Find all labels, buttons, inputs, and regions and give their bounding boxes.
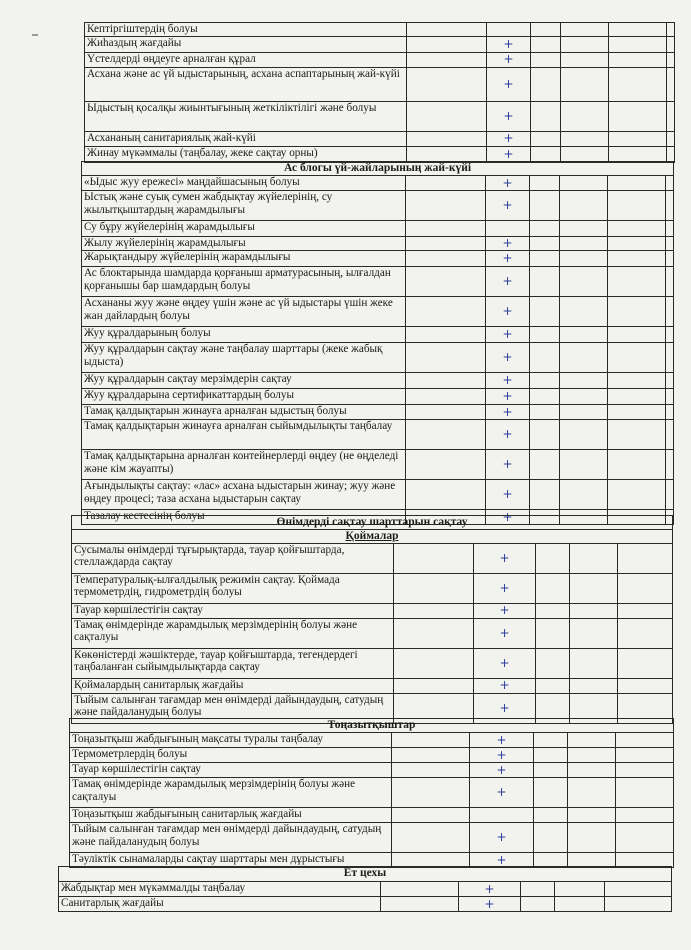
compliance-mark: + (474, 648, 536, 678)
criterion-text: Тамақ өнімдерінде жарамдылық мерзімдерінің болуы және сақталуы (72, 618, 394, 648)
empty-cell (561, 52, 609, 67)
empty-cell (406, 389, 486, 405)
empty-cell (534, 748, 568, 763)
criterion-text: Ас блоктарында шамдарда қорғаныш арматурасының, ылғалдан қорғанышы бар шамдардың болуы (82, 267, 406, 297)
empty-cell (531, 146, 561, 162)
table-row (72, 678, 673, 693)
compliance-mark: + (459, 882, 521, 897)
empty-cell (609, 101, 667, 131)
criterion-text: Тоңазытқыш жабдығының мақсаты туралы таңбалау (70, 733, 392, 748)
table-row (82, 176, 674, 191)
table-row (85, 146, 675, 162)
table-row (82, 327, 674, 343)
empty-cell (536, 678, 570, 693)
table-row (70, 778, 674, 808)
empty-cell (531, 23, 561, 37)
empty-cell (406, 373, 486, 389)
empty-cell (608, 251, 666, 267)
criterion-text: Жиһаздың жағдайы (85, 36, 407, 52)
criterion-text: Тамақ қалдықтарына арналған контейнерлерді өңдеу (не өңделеді және кім жауапты) (82, 450, 406, 480)
empty-cell (570, 573, 618, 603)
empty-cell (608, 420, 666, 450)
empty-cell (530, 420, 560, 450)
empty-cell (392, 733, 470, 748)
empty-cell (536, 543, 570, 573)
empty-cell (394, 573, 474, 603)
empty-cell (618, 618, 673, 648)
empty-cell (394, 543, 474, 573)
empty-cell (530, 480, 560, 510)
empty-cell (570, 603, 618, 618)
empty-cell (568, 733, 616, 748)
empty-cell (568, 778, 616, 808)
empty-cell (667, 101, 675, 131)
criterion-text: Тамақ өнімдерінде жарамдылық мерзімдерінің болуы және сақталуы (70, 778, 392, 808)
compliance-mark (487, 23, 531, 37)
table-row (82, 237, 674, 251)
compliance-mark: + (487, 146, 531, 162)
empty-cell (609, 23, 667, 37)
table-row (70, 763, 674, 778)
empty-cell (605, 897, 672, 912)
criterion-text: Сусымалы өнімдерді тұғырықтарда, тауар қойғыштарда, стеллаждарда сақтау (72, 543, 394, 573)
compliance-mark: + (487, 101, 531, 131)
empty-cell (530, 450, 560, 480)
section-subtitle: Қоймалар (72, 530, 673, 544)
table-row (72, 573, 673, 603)
table-row (82, 389, 674, 405)
empty-cell (407, 131, 487, 146)
empty-cell (608, 327, 666, 343)
empty-cell (618, 603, 673, 618)
empty-cell (568, 808, 616, 823)
empty-cell (392, 808, 470, 823)
empty-cell (530, 389, 560, 405)
empty-cell (536, 603, 570, 618)
table-row (70, 808, 674, 823)
empty-cell (560, 251, 608, 267)
empty-cell (667, 131, 675, 146)
table-row (82, 221, 674, 237)
empty-cell (608, 267, 666, 297)
criterion-text: Көкөністерді жәшіктерде, тауар қойғыштарда, тегендердегі таңбаланған сыйымдылықтарда сақтау (72, 648, 394, 678)
empty-cell (608, 405, 666, 420)
empty-cell (407, 52, 487, 67)
empty-cell (530, 221, 560, 237)
criterion-text: Тыйым салынған тағамдар мен өнімдерді дайындаудың, сатудың және пайдаланудың болуы (72, 693, 394, 723)
empty-cell (536, 648, 570, 678)
empty-cell (406, 297, 486, 327)
empty-cell (560, 405, 608, 420)
empty-cell (534, 808, 568, 823)
empty-cell (618, 573, 673, 603)
empty-cell (531, 36, 561, 52)
empty-cell (560, 373, 608, 389)
table-row (59, 882, 672, 897)
compliance-mark (470, 808, 534, 823)
empty-cell (568, 763, 616, 778)
compliance-mark: + (470, 733, 534, 748)
empty-cell (609, 131, 667, 146)
compliance-mark: + (486, 343, 530, 373)
compliance-mark: + (486, 510, 530, 525)
empty-cell (608, 297, 666, 327)
empty-cell (407, 146, 487, 162)
section-table-3 (69, 718, 674, 868)
compliance-mark: + (486, 267, 530, 297)
table-row (72, 603, 673, 618)
empty-cell (608, 480, 666, 510)
empty-cell (618, 648, 673, 678)
empty-cell (521, 897, 555, 912)
empty-cell (394, 648, 474, 678)
empty-cell (406, 176, 486, 191)
empty-cell (530, 373, 560, 389)
empty-cell (618, 543, 673, 573)
empty-cell (616, 778, 674, 808)
empty-cell (530, 191, 560, 221)
empty-cell (394, 618, 474, 648)
compliance-mark: + (486, 237, 530, 251)
criterion-text: Тәуліктік сынамаларды сақтау шарттары мен дұрыстығы (70, 853, 392, 868)
section-table-0 (84, 22, 675, 163)
empty-cell (560, 450, 608, 480)
empty-cell (561, 101, 609, 131)
table-row (82, 373, 674, 389)
empty-cell (530, 176, 560, 191)
empty-cell (531, 131, 561, 146)
compliance-mark: + (486, 176, 530, 191)
empty-cell (608, 373, 666, 389)
compliance-mark: + (474, 678, 536, 693)
empty-cell (531, 67, 561, 101)
compliance-mark: + (486, 297, 530, 327)
empty-cell (407, 67, 487, 101)
criterion-text: «Ыдыс жуу ережесі» маңдайшасының болуы (82, 176, 406, 191)
empty-cell (392, 823, 470, 853)
empty-cell (666, 191, 674, 221)
empty-cell (392, 778, 470, 808)
empty-cell (570, 648, 618, 678)
empty-cell (667, 36, 675, 52)
criterion-text: Су бұру жүйелерінің жарамдылығы (82, 221, 406, 237)
criterion-text: Температуралық-ылғалдылық режимін сақтау. Қоймада термометрдің, гидрометрдің болуы (72, 573, 394, 603)
compliance-mark: + (470, 778, 534, 808)
compliance-mark: + (474, 618, 536, 648)
empty-cell (605, 882, 672, 897)
empty-cell (560, 297, 608, 327)
section-title: Ет цехы (59, 867, 672, 882)
criterion-text: Жуу құралдарына сертификаттардың болуы (82, 389, 406, 405)
empty-cell (667, 52, 675, 67)
empty-cell (608, 221, 666, 237)
criterion-text: Тазалау кестесінің болуы (82, 510, 406, 525)
empty-cell (666, 373, 674, 389)
empty-cell (561, 131, 609, 146)
table-row (85, 36, 675, 52)
criterion-text: Тамақ қалдықтарын жинауға арналған ыдыстың болуы (82, 405, 406, 420)
section-title: Ас блогы үй-жайларының жай-күйі (82, 162, 674, 176)
table-row (82, 420, 674, 450)
empty-cell (406, 450, 486, 480)
empty-cell (666, 420, 674, 450)
table-row (72, 648, 673, 678)
table-row (72, 618, 673, 648)
criterion-text: Тауар көршілестігін сақтау (70, 763, 392, 778)
criterion-text: Асхана және ас үй ыдыстарының, асхана аспаптарының жай-күйі (85, 67, 407, 101)
empty-cell (666, 267, 674, 297)
empty-cell (534, 823, 568, 853)
empty-cell (521, 882, 555, 897)
criterion-text: Тыйым салынған тағамдар мен өнімдерді дайындаудың, сатудың және пайдаланудың болуы (70, 823, 392, 853)
compliance-mark: + (470, 823, 534, 853)
empty-cell (609, 36, 667, 52)
empty-cell (560, 267, 608, 297)
empty-cell (561, 36, 609, 52)
empty-cell (666, 221, 674, 237)
empty-cell (407, 36, 487, 52)
empty-cell (608, 237, 666, 251)
empty-cell (616, 733, 674, 748)
compliance-mark: + (487, 131, 531, 146)
empty-cell (560, 237, 608, 251)
compliance-mark: + (486, 450, 530, 480)
empty-cell (616, 808, 674, 823)
empty-cell (666, 327, 674, 343)
empty-cell (530, 405, 560, 420)
empty-cell (530, 343, 560, 373)
compliance-mark: + (486, 327, 530, 343)
table-row (85, 52, 675, 67)
empty-cell (560, 389, 608, 405)
empty-cell (666, 251, 674, 267)
criterion-text: Термометрлердің болуы (70, 748, 392, 763)
table-row (72, 543, 673, 573)
empty-cell (406, 480, 486, 510)
criterion-text: Жуу құралдарын сақтау мерзімдерін сақтау (82, 373, 406, 389)
criterion-text: Жылу жүйелерінің жарамдылығы (82, 237, 406, 251)
empty-cell (560, 480, 608, 510)
empty-cell (555, 897, 605, 912)
empty-cell (616, 823, 674, 853)
compliance-mark: + (474, 543, 536, 573)
empty-cell (406, 237, 486, 251)
empty-cell (666, 480, 674, 510)
empty-cell (406, 405, 486, 420)
compliance-mark: + (486, 389, 530, 405)
table-row (70, 733, 674, 748)
empty-cell (608, 191, 666, 221)
empty-cell (406, 343, 486, 373)
empty-cell (530, 237, 560, 251)
compliance-mark (486, 221, 530, 237)
section-table-4 (58, 866, 672, 912)
empty-cell (568, 823, 616, 853)
empty-cell (560, 420, 608, 450)
empty-cell (534, 778, 568, 808)
empty-cell (530, 251, 560, 267)
empty-cell (666, 450, 674, 480)
table-row (70, 748, 674, 763)
criterion-text: Жуу құралдарының болуы (82, 327, 406, 343)
criterion-text: Кептіргіштердің болуы (85, 23, 407, 37)
compliance-mark: + (486, 405, 530, 420)
empty-cell (406, 221, 486, 237)
criterion-text: Жарықтандыру жүйелерінің жарамдылығы (82, 251, 406, 267)
empty-cell (560, 191, 608, 221)
table-row (82, 480, 674, 510)
empty-cell (392, 748, 470, 763)
empty-cell (570, 543, 618, 573)
compliance-mark: + (487, 52, 531, 67)
criterion-text: Жабдықтар мен мүкәммалды таңбалау (59, 882, 381, 897)
empty-cell (608, 389, 666, 405)
table-row (82, 405, 674, 420)
empty-cell (406, 267, 486, 297)
empty-cell (570, 678, 618, 693)
compliance-mark: + (470, 748, 534, 763)
scan-speck (32, 34, 38, 36)
criterion-text: Қоймалардың санитарлық жағдайы (72, 678, 394, 693)
empty-cell (561, 67, 609, 101)
table-row (82, 251, 674, 267)
table-row (70, 823, 674, 853)
empty-cell (561, 146, 609, 162)
empty-cell (407, 101, 487, 131)
empty-cell (616, 763, 674, 778)
empty-cell (666, 237, 674, 251)
table-row (82, 191, 674, 221)
empty-cell (570, 618, 618, 648)
table-row (82, 343, 674, 373)
empty-cell (609, 67, 667, 101)
empty-cell (394, 603, 474, 618)
section-title: Өнімдерді сақтау шарттарын сақтау (72, 516, 673, 530)
empty-cell (530, 327, 560, 343)
empty-cell (667, 67, 675, 101)
empty-cell (531, 52, 561, 67)
empty-cell (560, 176, 608, 191)
section-table-1 (81, 161, 674, 525)
empty-cell (536, 618, 570, 648)
table-row (85, 23, 675, 37)
empty-cell (534, 733, 568, 748)
empty-cell (406, 420, 486, 450)
empty-cell (406, 251, 486, 267)
compliance-mark: + (470, 763, 534, 778)
compliance-mark: + (487, 67, 531, 101)
criterion-text: Асхананың санитариялық жай-күйі (85, 131, 407, 146)
empty-cell (392, 763, 470, 778)
criterion-text: Ыстық және суық сумен жабдықтау жүйелерінің, су жылытқыштардың жарамдылығы (82, 191, 406, 221)
empty-cell (381, 897, 459, 912)
empty-cell (530, 297, 560, 327)
criterion-text: Ыдыстың қосалқы жиынтығының жеткіліктілігі және болуы (85, 101, 407, 131)
empty-cell (666, 343, 674, 373)
empty-cell (608, 450, 666, 480)
compliance-mark: + (486, 480, 530, 510)
criterion-text: Үстелдерді өңдеуге арналған құрал (85, 52, 407, 67)
empty-cell (560, 343, 608, 373)
criterion-text: Тамақ қалдықтарын жинауға арналған сыйымдылықты таңбалау (82, 420, 406, 450)
empty-cell (608, 343, 666, 373)
compliance-mark: + (487, 36, 531, 52)
table-row (85, 131, 675, 146)
empty-cell (534, 763, 568, 778)
empty-cell (381, 882, 459, 897)
table-row (85, 101, 675, 131)
criterion-text: Жинау мүкәммалы (таңбалау, жеке сақтау орны) (85, 146, 407, 162)
table-row (82, 450, 674, 480)
compliance-mark: + (474, 693, 536, 723)
empty-cell (406, 191, 486, 221)
section-table-2 (71, 515, 673, 724)
table-row (82, 297, 674, 327)
compliance-mark: + (486, 373, 530, 389)
empty-cell (561, 23, 609, 37)
empty-cell (666, 405, 674, 420)
empty-cell (560, 327, 608, 343)
empty-cell (609, 146, 667, 162)
empty-cell (608, 176, 666, 191)
empty-cell (406, 327, 486, 343)
empty-cell (618, 678, 673, 693)
table-row (59, 897, 672, 912)
compliance-mark: + (459, 897, 521, 912)
criterion-text: Асхананы жуу және өңдеу үшін және ас үй ыдыстары үшін жеке жан дайлардың болуы (82, 297, 406, 327)
criterion-text: Тауар көршілестігін сақтау (72, 603, 394, 618)
criterion-text: Санитарлық жағдайы (59, 897, 381, 912)
criterion-text: Тоңазытқыш жабдығының санитарлық жағдайы (70, 808, 392, 823)
empty-cell (530, 267, 560, 297)
empty-cell (560, 221, 608, 237)
compliance-mark: + (474, 603, 536, 618)
empty-cell (666, 389, 674, 405)
empty-cell (616, 748, 674, 763)
empty-cell (667, 23, 675, 37)
empty-cell (609, 52, 667, 67)
compliance-mark: + (474, 573, 536, 603)
compliance-mark: + (486, 251, 530, 267)
section-title: Тоңазытқыштар (70, 719, 674, 733)
criterion-text: Ағындылықты сақтау: «лас» асхана ыдыстарын жинау; жуу және өңдеу процесі; таза асхана ыдыстарын сақтау (82, 480, 406, 510)
criterion-text: Жуу құралдарын сақтау және таңбалау шарттары (жеке жабық ыдыста) (82, 343, 406, 373)
table-row (85, 67, 675, 101)
empty-cell (531, 101, 561, 131)
empty-cell (555, 882, 605, 897)
empty-cell (394, 678, 474, 693)
empty-cell (407, 23, 487, 37)
compliance-mark: + (486, 191, 530, 221)
compliance-mark: + (486, 420, 530, 450)
empty-cell (666, 176, 674, 191)
empty-cell (536, 573, 570, 603)
empty-cell (568, 748, 616, 763)
compliance-mark: + (470, 853, 534, 868)
empty-cell (666, 297, 674, 327)
empty-cell (667, 146, 675, 162)
table-row (82, 267, 674, 297)
